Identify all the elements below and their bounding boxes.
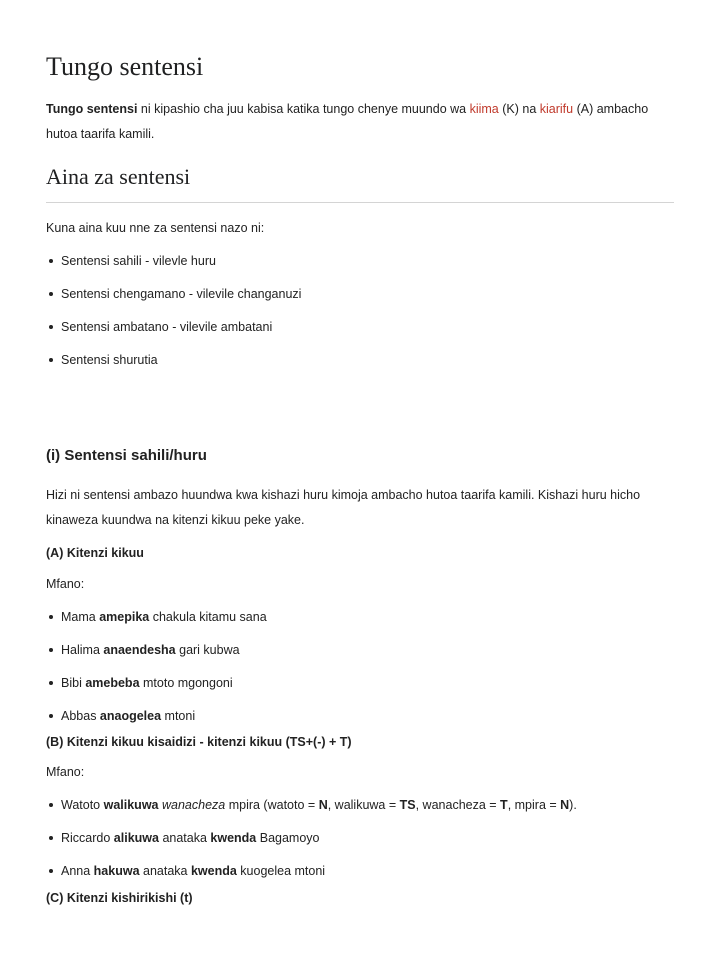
list-item	[46, 673, 686, 706]
item-text: ).	[569, 798, 577, 812]
label-b: (B) Kitenzi kikuu kisaidizi - kitenzi kikuu (TS+(-) + T)	[46, 735, 352, 749]
item-text: , walikuwa =	[327, 798, 400, 812]
item-text: , mpira =	[507, 798, 561, 812]
list-item	[46, 640, 686, 673]
aina-lead: Kuna aina kuu nne za sentensi nazo ni:	[46, 221, 265, 235]
list-item: Sentensi ambatano - vilevile ambatani	[46, 317, 686, 350]
intro-paragraph	[46, 97, 676, 147]
item-text: Abbas	[61, 709, 100, 723]
item-bold: N	[318, 798, 328, 812]
example-list-b	[46, 795, 686, 894]
item-bold: walikuwa	[103, 798, 159, 812]
label-c: (C) Kitenzi kishirikishi (t)	[46, 891, 193, 905]
list-item: Sentensi chengamano - vilevile changanuzi	[46, 284, 686, 317]
kiarifu-link[interactable]: kiarifu	[539, 102, 574, 116]
label-a: (A) Kitenzi kikuu	[46, 546, 144, 560]
item-verb: amebeba	[85, 676, 140, 690]
item-verb: anaogelea	[99, 709, 162, 723]
item-text: mpira (watoto =	[225, 798, 319, 812]
item-text: Bibi	[61, 676, 86, 690]
sahili-paragraph: Hizi ni sentensi ambazo huundwa kwa kishazi huru kimoja ambacho hutoa taarifa kamili. Kishazi huru hicho kinaweza kuundwa na kitenzi kikuu peke yake.	[46, 488, 641, 527]
item-text: Halima	[61, 643, 104, 657]
item-bold: hakuwa	[93, 864, 140, 878]
list-item	[46, 607, 686, 640]
item-italic: wanacheza	[161, 798, 226, 812]
item-text: Bagamoyo	[256, 831, 320, 845]
subsection-heading-sahili: (i) Sentensi sahili/huru	[46, 447, 207, 464]
intro-text-1: ni kipashio cha juu kabisa katika tungo chenye muundo wa	[137, 102, 470, 116]
item-bold: N	[560, 798, 570, 812]
intro-bold-term: Tungo sentensi	[46, 102, 138, 116]
list-item	[46, 828, 686, 861]
item-bold: alikuwa	[113, 831, 159, 845]
item-text: mtoni	[161, 709, 196, 723]
item-text: , wanacheza =	[415, 798, 501, 812]
intro-text-3: (A) ambacho hutoa taarifa kamili.	[46, 102, 649, 141]
list-item: Sentensi sahili - vilevle huru	[46, 251, 686, 284]
item-verb: anaendesha	[103, 643, 176, 657]
page-title: Tungo sentensi	[46, 52, 204, 81]
item-bold: T	[500, 798, 508, 812]
item-bold: kwenda	[190, 864, 237, 878]
item-text: Mama	[61, 610, 100, 624]
list-item: Sentensi shurutia	[46, 350, 686, 383]
item-text: anataka	[158, 831, 211, 845]
example-list-a	[46, 607, 686, 739]
item-text: kuogelea mtoni	[236, 864, 326, 878]
mfano-label: Mfano:	[46, 765, 85, 779]
item-text: Watoto	[61, 798, 104, 812]
list-item	[46, 861, 686, 894]
item-text: anataka	[139, 864, 191, 878]
intro-text-2: (K) na	[498, 102, 540, 116]
item-text: Riccardo	[61, 831, 114, 845]
mfano-label: Mfano:	[46, 577, 85, 591]
item-text: chakula kitamu sana	[149, 610, 267, 624]
item-text: mtoto mgongoni	[139, 676, 233, 690]
item-bold: TS	[399, 798, 416, 812]
item-text: Anna	[61, 864, 94, 878]
kiima-link[interactable]: kiima	[469, 102, 499, 116]
item-verb: amepika	[99, 610, 150, 624]
item-text: gari kubwa	[175, 643, 240, 657]
item-bold: kwenda	[210, 831, 257, 845]
section-heading-aina: Aina za sentensi	[46, 164, 674, 203]
aina-list	[46, 251, 686, 383]
list-item	[46, 795, 686, 828]
